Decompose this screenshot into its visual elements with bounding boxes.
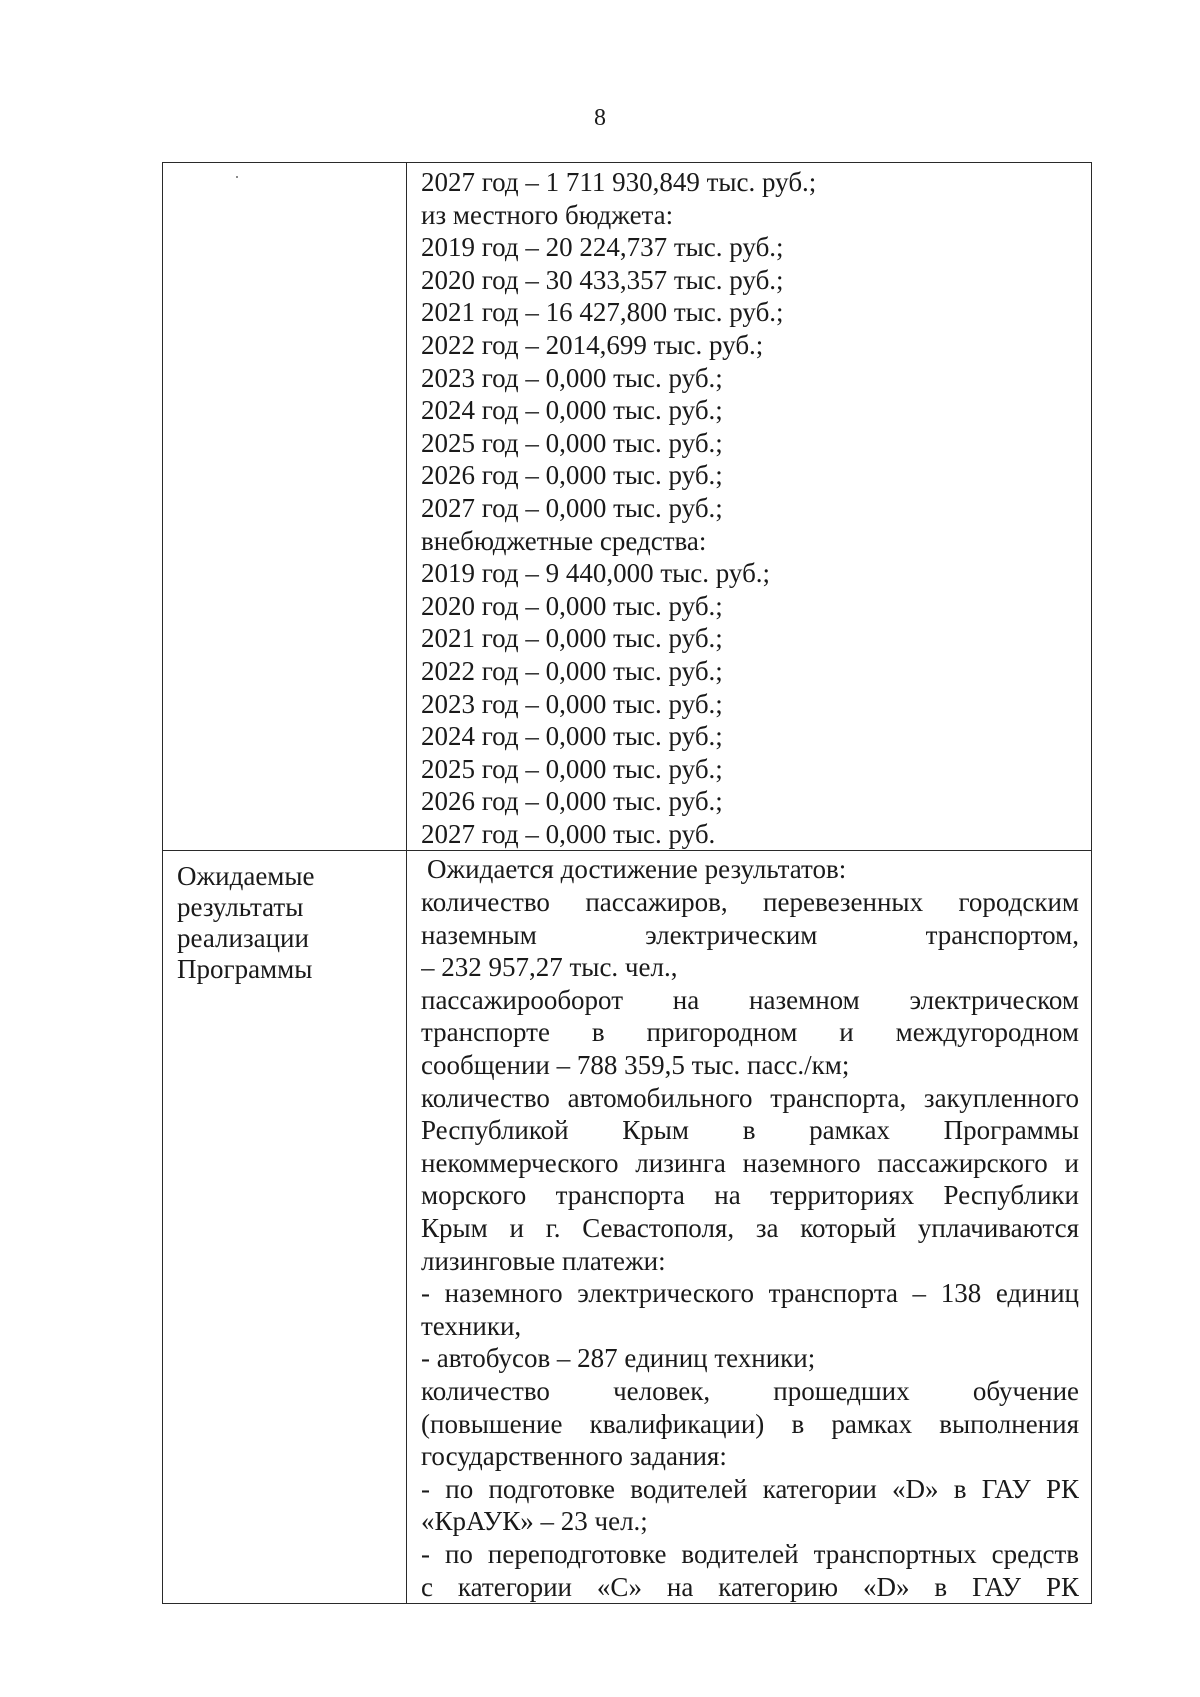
results-line: техники, xyxy=(421,1310,522,1341)
program-passport-table xyxy=(162,162,1092,1604)
funding-line: 2022 год – 2014,699 тыс. руб.; xyxy=(421,329,764,360)
results-line: Ожидается достижение результатов: xyxy=(427,854,847,885)
funding-line: 2020 год – 30 433,357 тыс. руб.; xyxy=(421,264,784,295)
results-line: - автобусов – 287 единиц техники; xyxy=(421,1343,816,1374)
results-line: морского транспорта на территориях Республики xyxy=(421,1180,1079,1211)
funding-line: 2025 год – 0,000 тыс. руб.; xyxy=(421,753,723,784)
funding-row xyxy=(163,163,1092,851)
results-label-line: реализации xyxy=(177,923,309,954)
funding-values-cell xyxy=(407,163,1092,851)
funding-line: 2022 год – 0,000 тыс. руб.; xyxy=(421,655,723,686)
results-label-cell xyxy=(163,851,407,1604)
results-line: сообщении – 788 359,5 тыс. пасс./км; xyxy=(421,1050,850,1081)
funding-line: 2021 год – 0,000 тыс. руб.; xyxy=(421,623,723,654)
funding-line: 2019 год – 9 440,000 тыс. руб.; xyxy=(421,558,771,589)
funding-line: 2027 год – 0,000 тыс. руб.; xyxy=(421,492,723,523)
results-line: «КрАУК» – 23 чел.; xyxy=(421,1506,648,1537)
funding-line: внебюджетные средства: xyxy=(421,525,707,556)
results-line: Республикой Крым в рамках Программы xyxy=(421,1115,1079,1146)
funding-line: 2019 год – 20 224,737 тыс. руб.; xyxy=(421,232,784,263)
results-line: лизинговые платежи: xyxy=(421,1245,666,1276)
funding-line: 2026 год – 0,000 тыс. руб.; xyxy=(421,786,723,817)
results-label-line: Программы xyxy=(177,954,313,985)
funding-line: 2021 год – 16 427,800 тыс. руб.; xyxy=(421,297,784,328)
results-line: с категории «С» на категорию «D» в ГАУ РК xyxy=(421,1571,1079,1602)
results-row xyxy=(163,851,1092,1604)
funding-line: 2024 год – 0,000 тыс. руб.; xyxy=(421,721,723,752)
results-label xyxy=(163,851,406,985)
funding-line: 2024 год – 0,000 тыс. руб.; xyxy=(421,395,723,426)
funding-line: 2027 год – 1 711 930,849 тыс. руб.; xyxy=(421,167,817,197)
results-label-line: результаты xyxy=(177,892,304,923)
results-line: количество человек, прошедших обучение xyxy=(421,1375,1079,1406)
funding-line: 2025 год – 0,000 тыс. руб.; xyxy=(421,427,723,458)
results-line: государственного задания: xyxy=(421,1441,727,1472)
funding-line: 2027 год – 0,000 тыс. руб. xyxy=(421,818,716,849)
results-lines xyxy=(407,851,1091,1603)
results-line: пассажирооборот на наземном электрическом xyxy=(421,984,1079,1015)
results-line: наземным электрическим транспортом, xyxy=(421,919,1079,950)
funding-line: 2023 год – 0,000 тыс. руб.; xyxy=(421,688,723,719)
results-line: – 232 957,27 тыс. чел., xyxy=(421,952,678,983)
results-line: - по подготовке водителей категории «D» в ГАУ РК xyxy=(421,1473,1079,1504)
results-line: - наземного электрического транспорта – 138 единиц xyxy=(421,1278,1079,1309)
results-text-cell xyxy=(407,851,1092,1604)
funding-line: 2026 год – 0,000 тыс. руб.; xyxy=(421,460,723,491)
results-line: - по переподготовке водителей транспортных средств xyxy=(421,1538,1079,1569)
results-line: транспорте в пригородном и междугородном xyxy=(421,1017,1079,1048)
results-line: некоммерческого лизинга наземного пассажирского и xyxy=(421,1147,1079,1178)
funding-label-cell xyxy=(163,163,407,851)
results-line: количество пассажиров, перевезенных городским xyxy=(421,887,1079,918)
results-label-line: Ожидаемые xyxy=(177,861,315,892)
results-line: количество автомобильного транспорта, закупленного xyxy=(421,1082,1079,1113)
results-line: (повышение квалификации) в рамках выполнения xyxy=(421,1408,1079,1439)
results-line: Крым и г. Севастополя, за который уплачиваются xyxy=(421,1213,1079,1243)
funding-line: из местного бюджета: xyxy=(421,199,674,230)
page-number: 8 xyxy=(594,105,606,131)
funding-lines xyxy=(407,163,1091,850)
funding-line: 2020 год – 0,000 тыс. руб.; xyxy=(421,590,723,621)
funding-line: 2023 год – 0,000 тыс. руб.; xyxy=(421,362,723,393)
